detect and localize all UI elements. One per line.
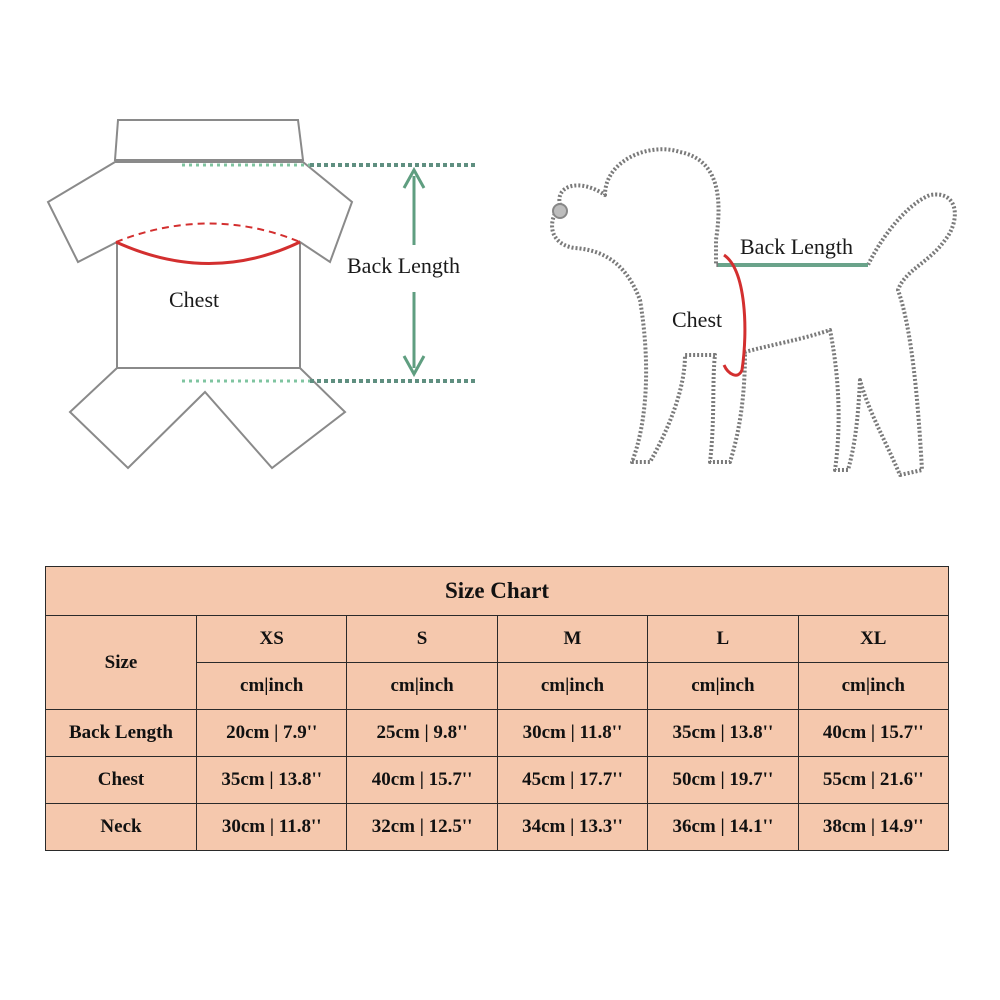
dog-chest-loop xyxy=(724,255,745,375)
size-header: Size xyxy=(46,616,197,710)
table-row xyxy=(46,757,949,804)
dog-chest-label: Chest xyxy=(672,307,723,332)
dog-outline xyxy=(552,149,955,475)
garment-back-length-label: Back Length xyxy=(347,253,461,278)
table-cell: 38cm | 14.9'' xyxy=(798,804,948,851)
unit-s: cm|inch xyxy=(347,663,497,710)
table-cell: 30cm | 11.8'' xyxy=(197,804,347,851)
garment-chest-label: Chest xyxy=(169,287,220,312)
table-cell: 34cm | 13.3'' xyxy=(497,804,647,851)
size-xl: XL xyxy=(798,616,948,663)
dog-nose xyxy=(553,204,567,218)
table-cell: 50cm | 19.7'' xyxy=(648,757,798,804)
table-cell: 36cm | 14.1'' xyxy=(648,804,798,851)
table-cell: 32cm | 12.5'' xyxy=(347,804,497,851)
size-chart-table xyxy=(45,566,949,851)
unit-l: cm|inch xyxy=(648,663,798,710)
table-cell: 40cm | 15.7'' xyxy=(798,710,948,757)
table-row xyxy=(46,804,949,851)
table-cell: 45cm | 17.7'' xyxy=(497,757,647,804)
row-label-chest: Chest xyxy=(46,757,197,804)
table-cell: 20cm | 7.9'' xyxy=(197,710,347,757)
size-xs: XS xyxy=(197,616,347,663)
row-label-back-length: Back Length xyxy=(46,710,197,757)
size-m: M xyxy=(497,616,647,663)
table-cell: 25cm | 9.8'' xyxy=(347,710,497,757)
unit-xl: cm|inch xyxy=(798,663,948,710)
table-cell: 35cm | 13.8'' xyxy=(648,710,798,757)
unit-m: cm|inch xyxy=(497,663,647,710)
dog-back-length-label: Back Length xyxy=(740,234,854,259)
table-cell: 35cm | 13.8'' xyxy=(197,757,347,804)
unit-xs: cm|inch xyxy=(197,663,347,710)
size-chart-title: Size Chart xyxy=(46,567,949,616)
table-cell: 40cm | 15.7'' xyxy=(347,757,497,804)
table-row xyxy=(46,710,949,757)
size-s: S xyxy=(347,616,497,663)
table-cell: 30cm | 11.8'' xyxy=(497,710,647,757)
table-cell: 55cm | 21.6'' xyxy=(798,757,948,804)
row-label-neck: Neck xyxy=(46,804,197,851)
size-l: L xyxy=(648,616,798,663)
